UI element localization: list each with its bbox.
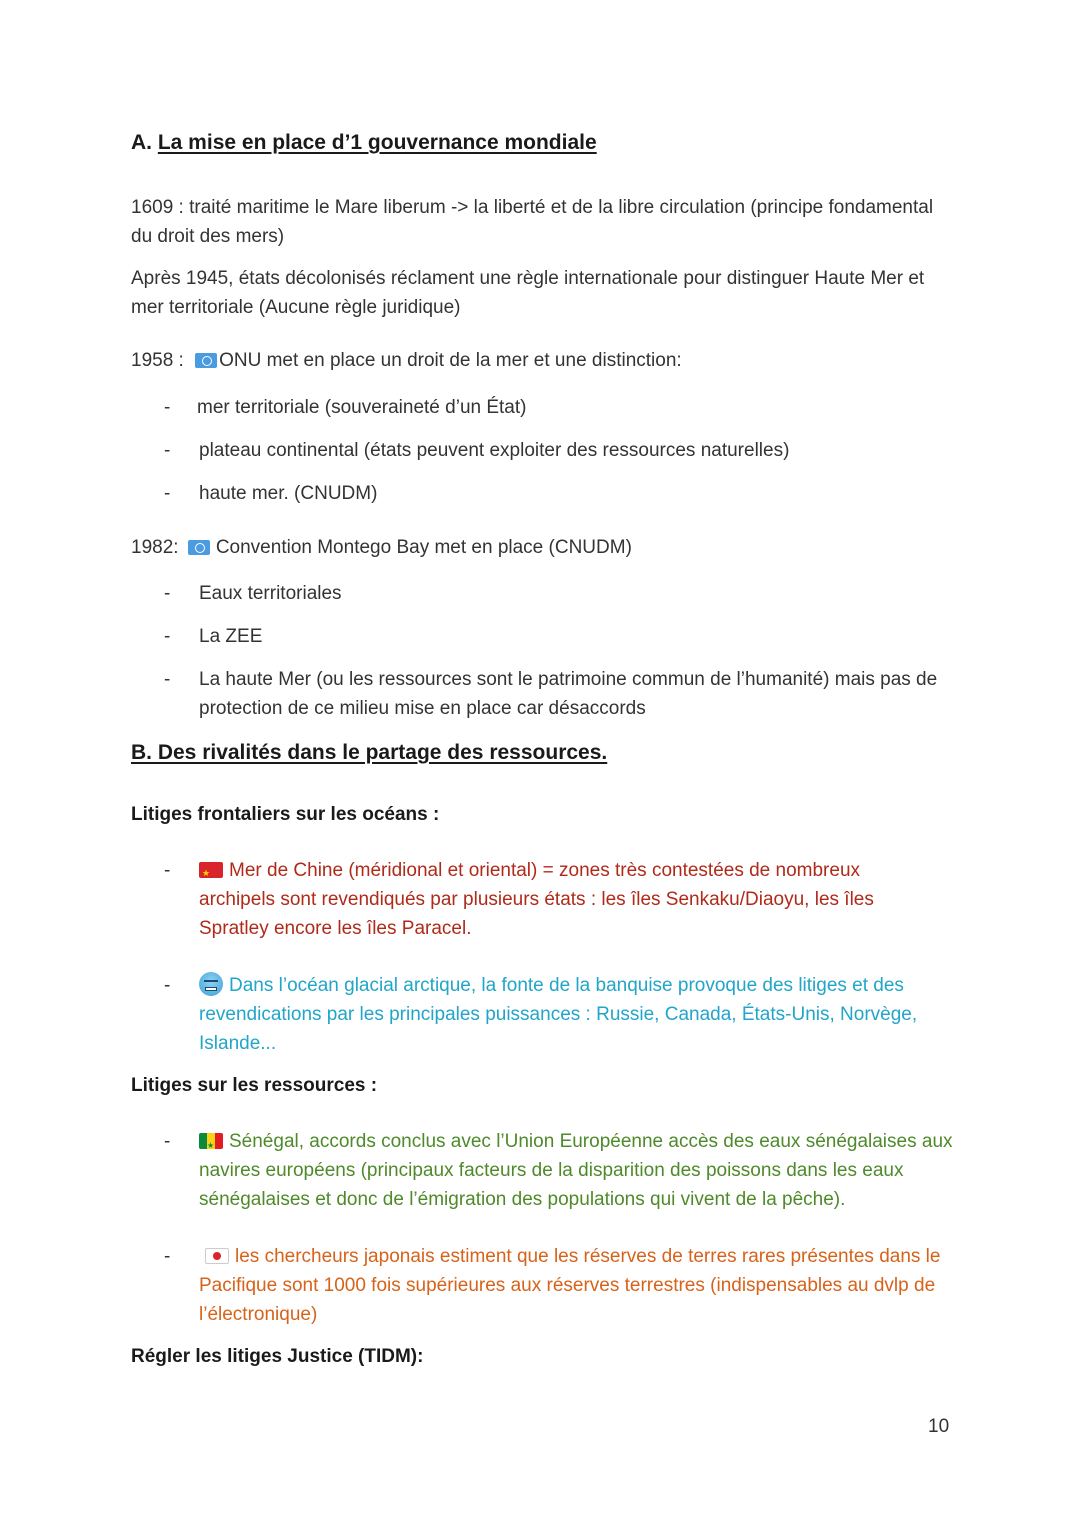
year-1958: 1958 : bbox=[131, 350, 184, 371]
bullet-dash: - bbox=[164, 583, 171, 604]
paragraph-1609: 1609 : traité maritime le Mare liberum -> la liberté et de la libre circulation (principe fondamental du droit des mers) bbox=[131, 197, 934, 247]
line-1982 bbox=[131, 533, 632, 562]
list-item: haute mer. (CNUDM) bbox=[199, 483, 378, 504]
year-1982: 1982: bbox=[131, 537, 179, 558]
heading-justice: Régler les litiges Justice (TIDM): bbox=[131, 1346, 424, 1367]
section-b-heading: B. Des rivalités dans le partage des ressources. bbox=[131, 741, 608, 764]
heading-litiges-frontaliers: Litiges frontaliers sur les océans : bbox=[131, 804, 440, 825]
arctic-text: Dans l’océan glacial arctique, la fonte de la banquise provoque des litiges et des revendications par les principales puissances : Russie, Canada, États-Unis, Norvège, Islande... bbox=[199, 975, 918, 1054]
bullet-dash: - bbox=[164, 975, 171, 996]
bullet-dash: - bbox=[164, 483, 171, 504]
china-flag-icon bbox=[199, 862, 223, 878]
bullet-dash: - bbox=[164, 626, 171, 647]
bullet-dash: - bbox=[164, 440, 171, 461]
bullet-dash: - bbox=[164, 669, 171, 690]
text-1982: Convention Montego Bay met en place (CNUDM) bbox=[215, 537, 632, 558]
japan-text: les chercheurs japonais estiment que les réserves de terres rares présentes dans le Pacifique sont 1000 fois supérieures aux réserves terrestres (indispensables au dvlp de l’électronique) bbox=[199, 1246, 941, 1325]
bullet-dash: - bbox=[164, 397, 171, 418]
heading-litiges-ressources: Litiges sur les ressources : bbox=[131, 1075, 378, 1096]
text-1958: ONU met en place un droit de la mer et une distinction: bbox=[219, 350, 682, 371]
bullet-dash: - bbox=[164, 1131, 171, 1152]
senegal-text: Sénégal, accords conclus avec l’Union Européenne accès des eaux sénégalaises aux navires européens (principaux facteurs de la disparition des poissons dans les eaux sénégalaises et donc de l’émigration des populations qui vivent de la pêche). bbox=[199, 1131, 953, 1210]
cold-face-icon bbox=[199, 972, 223, 996]
senegal-flag-icon bbox=[199, 1133, 223, 1149]
list-item: mer territoriale (souveraineté d’un État) bbox=[197, 397, 527, 418]
line-1958 bbox=[131, 346, 682, 375]
list-item: La ZEE bbox=[199, 626, 263, 647]
japan-flag-icon bbox=[205, 1248, 229, 1264]
section-a-letter: A. bbox=[131, 131, 152, 154]
bullet-dash: - bbox=[164, 860, 171, 881]
section-a-title: La mise en place d’1 gouvernance mondiale bbox=[157, 131, 597, 154]
un-flag-icon bbox=[195, 353, 217, 368]
list-item-japan bbox=[199, 1242, 954, 1329]
un-flag-icon bbox=[188, 540, 210, 555]
list-item: Eaux territoriales bbox=[199, 583, 342, 604]
list-item-china bbox=[199, 856, 939, 943]
bullet-dash: - bbox=[164, 1246, 171, 1267]
list-item-senegal bbox=[199, 1127, 954, 1214]
page-number: 10 bbox=[928, 1416, 950, 1437]
paragraph-1945: Après 1945, états décolonisés réclament une règle internationale pour distinguer Haute Mer et mer territoriale (Aucune règle juridique) bbox=[131, 268, 925, 318]
list-item: La haute Mer (ou les ressources sont le patrimoine commun de l’humanité) mais pas de protection de ce milieu mise en place car désaccords bbox=[199, 669, 938, 719]
list-item: plateau continental (états peuvent exploiter des ressources naturelles) bbox=[199, 440, 790, 461]
china-text: Mer de Chine (méridional et oriental) = zones très contestées de nombreux archipels sont revendiqués par plusieurs états : les îles Senkaku/Diaoyu, les îles Spratley encore les îles Paracel. bbox=[199, 860, 874, 939]
section-a-heading bbox=[131, 131, 597, 155]
list-item-arctic bbox=[199, 971, 954, 1058]
